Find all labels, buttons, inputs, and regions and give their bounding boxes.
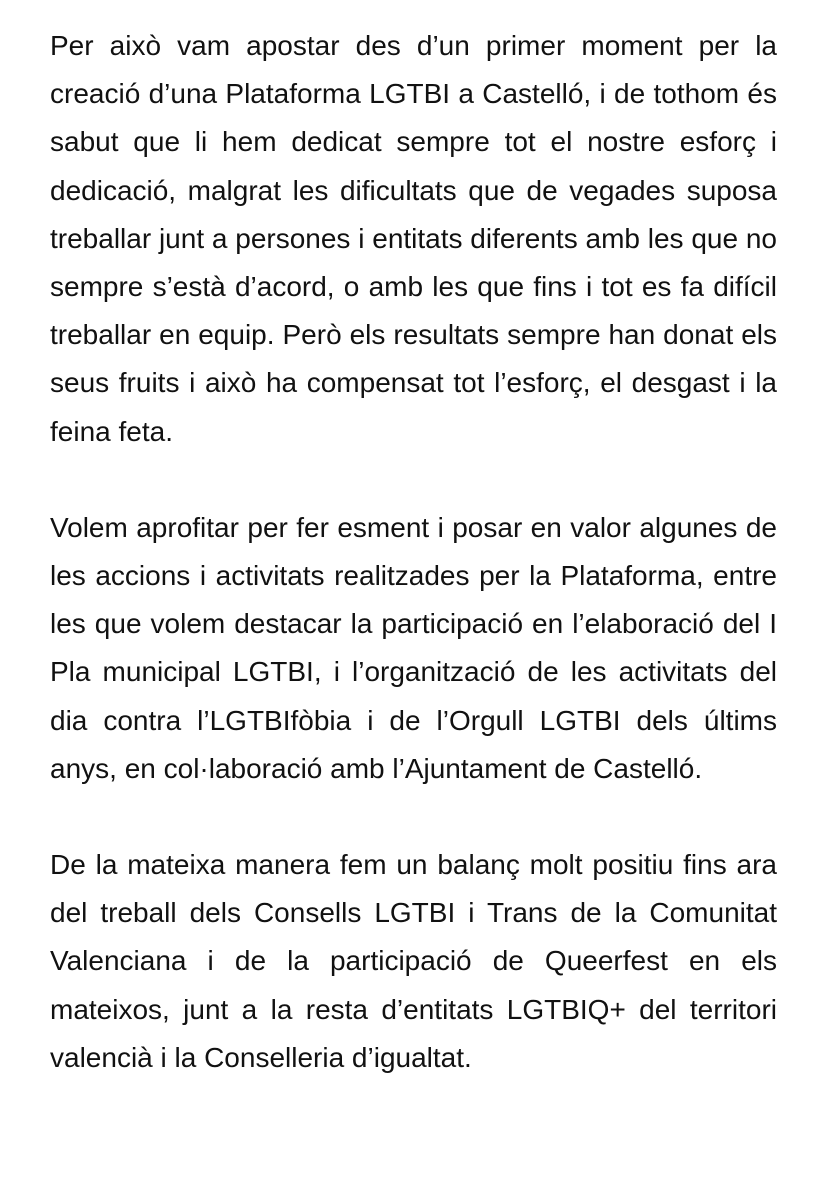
paragraph-consells: De la mateixa manera fem un balanç molt positiu fins ara del treball dels Consells LGTBI i Trans de la Comunitat Valenciana i de la participació de Queerfest en els mateixos, junt a la resta d’entitats LGTBIQ+ del territori valencià i la Conselleria d’igualtat. — [50, 849, 777, 1073]
paragraph-accions: Volem aprofitar per fer esment i posar en valor algunes de les accions i activitats realitzades per la Plataforma, entre les que volem destacar la participació en l’elaboració del I Pla municipal LGTBI, i l’organització de les activitats del dia contra l’LGTBIfòbia i de l’Orgull LGTBI dels últims anys, en col·laboració amb l’Ajuntament de Castelló. — [50, 511, 777, 784]
document-page — [50, 22, 777, 1082]
paragraph-plataforma: Per això vam apostar des d’un primer moment per la creació d’una Plataforma LGTBI a Castelló, i de tothom és sabut que li hem dedicat sempre tot el nostre esforç i dedicació, malgrat les dificultats que de vegades suposa treballar junt a persones i entitats diferents amb les que no sempre s’està d’acord, o amb les que fins i tot es fa difícil treballar en equip. Però els resultats sempre han donat els seus fruits i això ha compensat tot l’esforç, el desgast i la feina feta. — [50, 30, 777, 447]
